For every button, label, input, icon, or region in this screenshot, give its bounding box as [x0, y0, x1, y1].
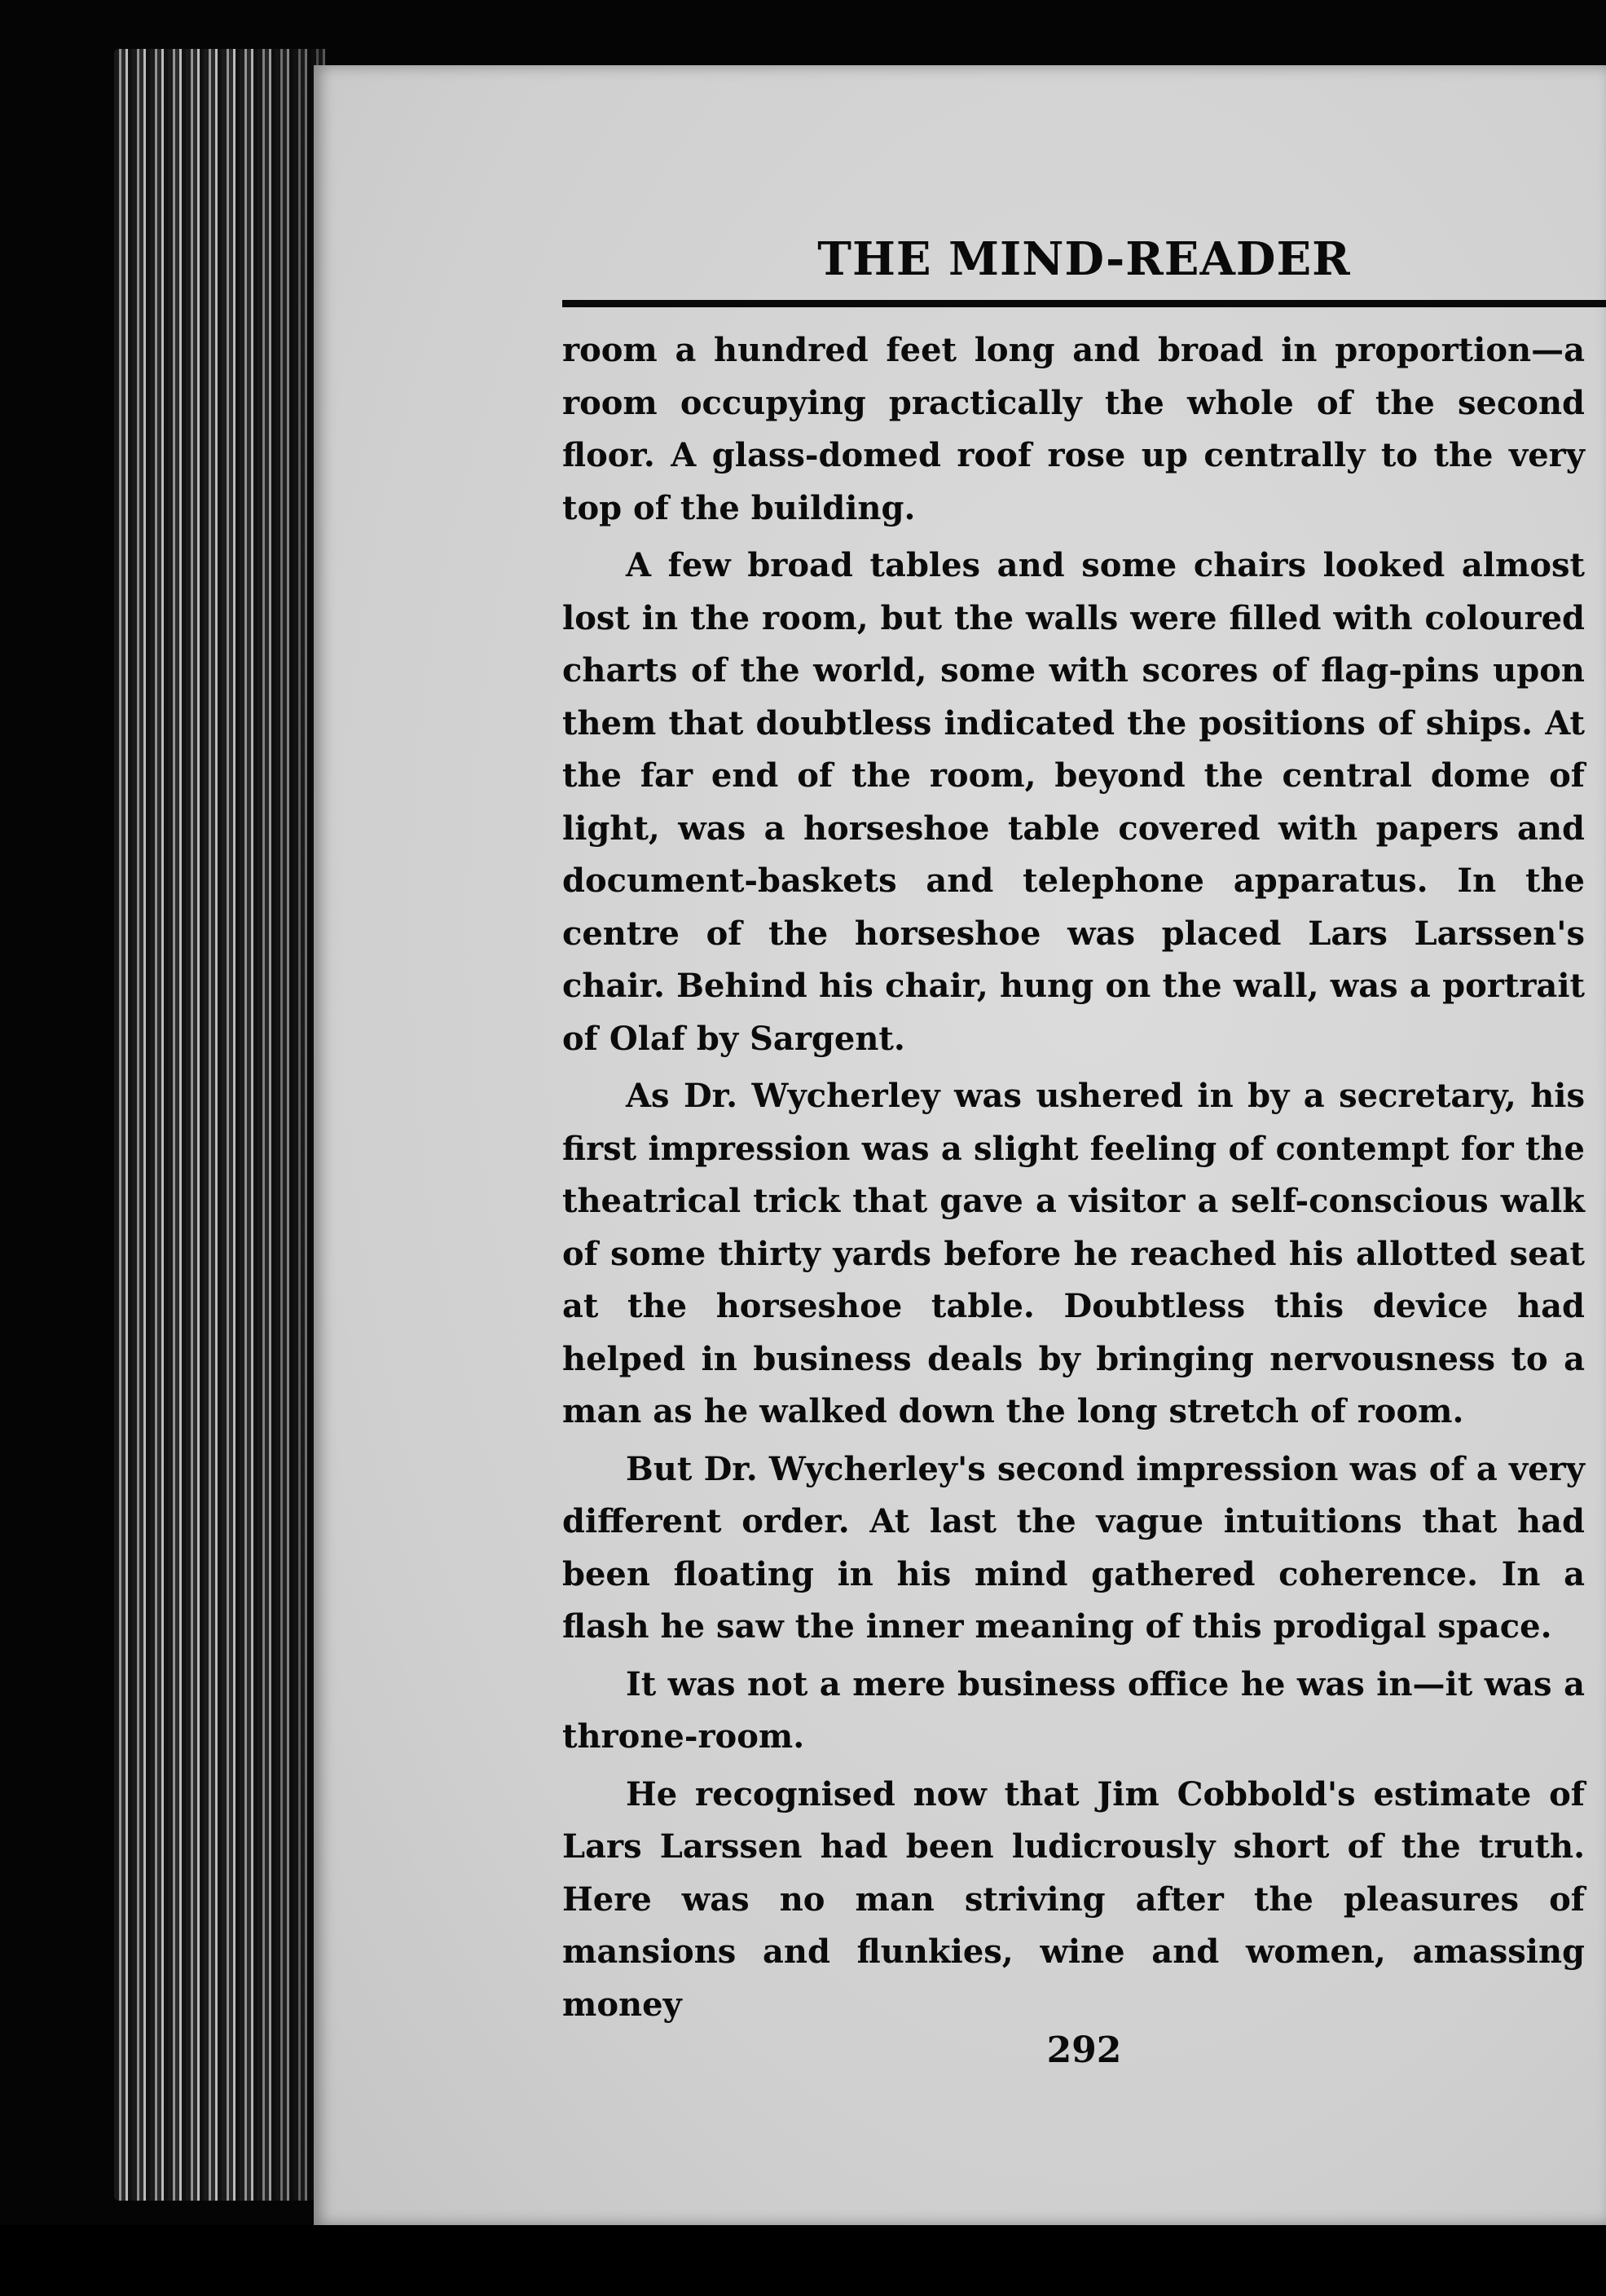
running-head: THE MIND-READER	[817, 232, 1351, 286]
book-page	[314, 65, 1606, 2225]
paragraph-4: But Dr. Wycherley's second impression was of a very different order. At last the vague intuitions that had been floating in his mind gathered coherence. In a flash he saw the inner meaning of this prodigal space.	[562, 1449, 1585, 1646]
paragraph-3: As Dr. Wycherley was ushered in by a secretary, his first impression was a slight feeling of contempt for the theatrical trick that gave a visitor a self-conscious walk of some thirty yards before he reached his allotted seat at the horseshoe table. Doubtless this device had helped in business deals by bringing nervousness to a man as he walked down the long stretch of room.	[562, 1077, 1585, 1430]
paragraph-1: room a hundred feet long and broad in proportion—a room occupying practically the whole of the second floor. A glass-domed roof rose up centrally to the very top of the building.	[562, 331, 1585, 527]
running-head-rule	[562, 300, 1606, 307]
page-number: 292	[1046, 2029, 1122, 2071]
paragraph-2: A few broad tables and some chairs looked almost lost in the room, but the walls were filled with coloured charts of the world, some with scores of flag-pins upon them that doubtless indicated the positions of ships. At the far end of the room, beyond the central dome of light, was a horseshoe table covered with papers and document-baskets and telephone apparatus. In the centre of the horseshoe was placed Lars Larssen's chair. Behind his chair, hung on the wall, was a portrait of Olaf by Sargent.	[562, 546, 1585, 1058]
body-text	[562, 324, 1585, 2031]
paragraph-5: It was not a mere business office he was in—it was a throne-room.	[562, 1664, 1585, 1756]
paragraph-6: He recognised now that Jim Cobbold's estimate of Lars Larssen had been ludicrously short of the truth. Here was no man striving after the pleasures of mansions and flunkies, wine and women, amassing money	[562, 1774, 1585, 2024]
scan-bottom-border	[0, 2225, 1606, 2296]
